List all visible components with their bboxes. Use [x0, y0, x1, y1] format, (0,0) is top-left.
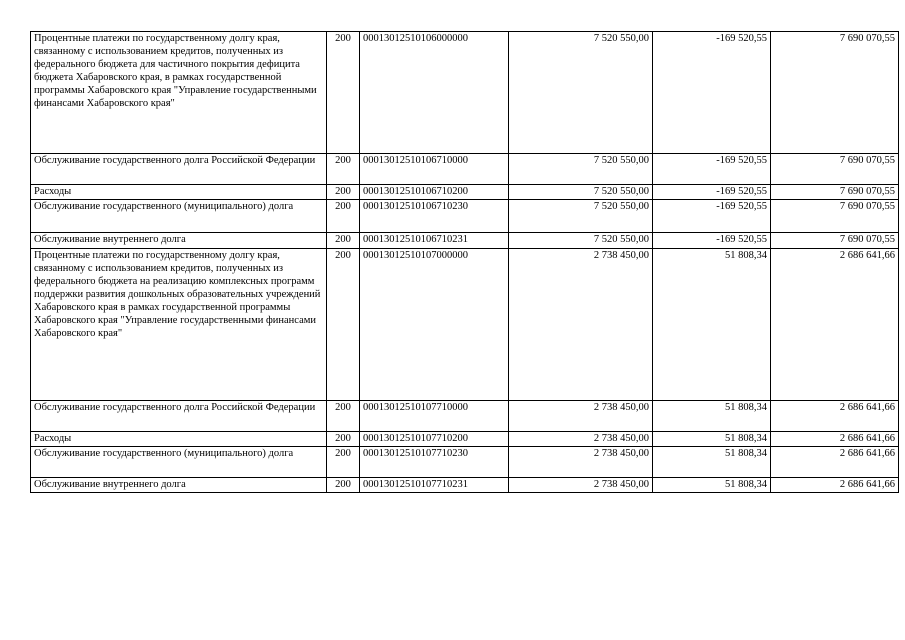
row-name: Обслуживание государственного долга Российской Федерации	[31, 154, 327, 185]
row-plan: 2 738 450,00	[509, 249, 653, 401]
row-fact: 7 690 070,55	[771, 185, 899, 200]
row-fact: 2 686 641,66	[771, 447, 899, 478]
row-diff: 51 808,34	[653, 478, 771, 493]
table-row	[31, 233, 899, 249]
row-code: 200	[327, 478, 360, 493]
row-plan: 2 738 450,00	[509, 478, 653, 493]
row-classification: 00013012510106710231	[360, 233, 509, 249]
row-fact: 2 686 641,66	[771, 432, 899, 447]
table-row	[31, 447, 899, 478]
row-classification: 00013012510107710000	[360, 401, 509, 432]
table-row	[31, 401, 899, 432]
table-row	[31, 478, 899, 493]
row-name: Обслуживание государственного долга Российской Федерации	[31, 401, 327, 432]
row-plan: 7 520 550,00	[509, 200, 653, 233]
row-plan: 2 738 450,00	[509, 401, 653, 432]
row-classification: 00013012510107710231	[360, 478, 509, 493]
row-name: Обслуживание внутреннего долга	[31, 478, 327, 493]
row-name: Обслуживание государственного (муниципального) долга	[31, 447, 327, 478]
row-diff: -169 520,55	[653, 185, 771, 200]
table-row	[31, 432, 899, 447]
row-name: Обслуживание государственного (муниципального) долга	[31, 200, 327, 233]
row-code: 200	[327, 432, 360, 447]
row-classification: 00013012510106000000	[360, 32, 509, 154]
row-diff: -169 520,55	[653, 154, 771, 185]
row-plan: 7 520 550,00	[509, 32, 653, 154]
row-code: 200	[327, 447, 360, 478]
row-diff: -169 520,55	[653, 200, 771, 233]
row-name: Расходы	[31, 432, 327, 447]
row-plan: 7 520 550,00	[509, 185, 653, 200]
row-name: Обслуживание внутреннего долга	[31, 233, 327, 249]
row-code: 200	[327, 401, 360, 432]
row-fact: 7 690 070,55	[771, 200, 899, 233]
budget-table	[30, 31, 899, 493]
row-classification: 00013012510106710200	[360, 185, 509, 200]
row-plan: 7 520 550,00	[509, 154, 653, 185]
table-row	[31, 249, 899, 401]
row-classification: 00013012510107000000	[360, 249, 509, 401]
row-name: Расходы	[31, 185, 327, 200]
table-row	[31, 200, 899, 233]
row-name: Процентные платежи по государственному долгу края, связанному с использованием кредитов, полученных из федерального бюджета на реализацию комплексных программ поддержки развития дошкольных образовательных учреждений Хабаровского края в рамках государственной программы Хабаровского края "Управление государственными финансами Хабаровского края"	[31, 249, 327, 401]
table-row	[31, 185, 899, 200]
table-row	[31, 32, 899, 154]
row-plan: 2 738 450,00	[509, 447, 653, 478]
row-classification: 00013012510106710000	[360, 154, 509, 185]
row-diff: 51 808,34	[653, 401, 771, 432]
row-code: 200	[327, 249, 360, 401]
row-code: 200	[327, 200, 360, 233]
row-fact: 2 686 641,66	[771, 478, 899, 493]
row-fact: 2 686 641,66	[771, 249, 899, 401]
row-code: 200	[327, 154, 360, 185]
row-fact: 7 690 070,55	[771, 233, 899, 249]
row-fact: 2 686 641,66	[771, 401, 899, 432]
row-diff: -169 520,55	[653, 32, 771, 154]
row-classification: 00013012510106710230	[360, 200, 509, 233]
budget-report-page	[30, 31, 895, 493]
row-classification: 00013012510107710230	[360, 447, 509, 478]
row-name: Процентные платежи по государственному долгу края, связанному с использованием кредитов, полученных из федерального бюджета для частичного покрытия дефицита бюджета Хабаровского края, в рамках государственной программы Хабаровского края "Управление государственными финансами Хабаровского края"	[31, 32, 327, 154]
row-diff: 51 808,34	[653, 447, 771, 478]
row-diff: 51 808,34	[653, 249, 771, 401]
row-classification: 00013012510107710200	[360, 432, 509, 447]
row-fact: 7 690 070,55	[771, 32, 899, 154]
row-code: 200	[327, 32, 360, 154]
row-diff: -169 520,55	[653, 233, 771, 249]
row-code: 200	[327, 233, 360, 249]
row-diff: 51 808,34	[653, 432, 771, 447]
row-fact: 7 690 070,55	[771, 154, 899, 185]
row-plan: 2 738 450,00	[509, 432, 653, 447]
table-row	[31, 154, 899, 185]
row-code: 200	[327, 185, 360, 200]
row-plan: 7 520 550,00	[509, 233, 653, 249]
